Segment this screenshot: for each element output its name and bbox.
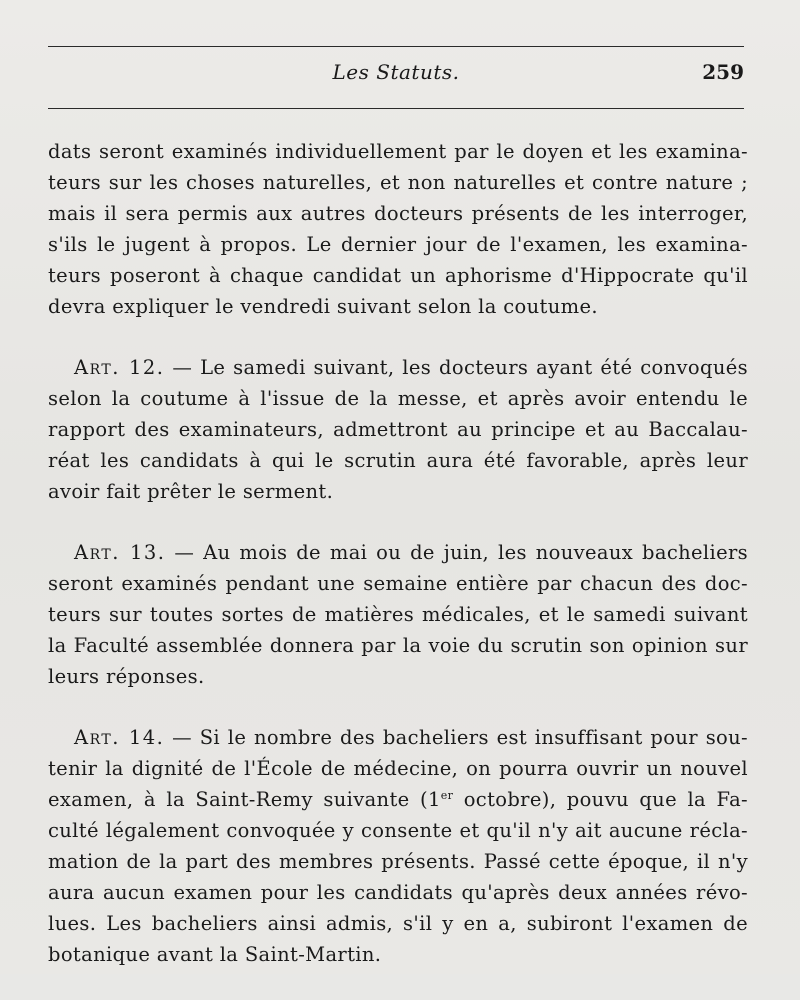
body-text (48, 136, 748, 1000)
paragraph-continuation (48, 136, 748, 322)
text-line: aura aucun examen pour les candidats qu'après deux années révo- (48, 881, 748, 904)
text-line: avoir fait prêter le serment. (48, 480, 334, 503)
text-line (48, 352, 748, 383)
text-line: tenir la dignité de l'École de médecine, on pourra ouvrir un nouvel (48, 757, 748, 780)
article-lead: — Si le nombre des bacheliers est insuffisant pour sou- (164, 726, 748, 749)
article-13 (48, 537, 748, 692)
article-lead: — Le samedi suivant, les docteurs ayant été convoqués (164, 356, 748, 379)
running-head (48, 60, 744, 94)
text-line (48, 537, 748, 568)
text-line: culté légalement convoquée y consente et qu'il n'y ait aucune récla- (48, 819, 748, 842)
text-line: teurs poseront à chaque candidat un aphorisme d'Hippocrate qu'il (48, 264, 748, 287)
text-line: teurs sur les choses naturelles, et non naturelles et contre nature ; (48, 171, 748, 194)
text-line: devra expliquer le vendredi suivant selon la coutume. (48, 295, 598, 318)
text-line: selon la coutume à l'issue de la messe, et après avoir entendu le (48, 387, 748, 410)
text-line: botanique avant la Saint-Martin. (48, 943, 382, 966)
article-12 (48, 352, 748, 507)
text-line: rapport des examinateurs, admettront au principe et au Baccalau- (48, 418, 748, 441)
article-14 (48, 722, 748, 970)
page-number: 259 (702, 60, 744, 84)
text-line: dats seront examinés individuellement par le doyen et les examina- (48, 140, 748, 163)
header-rule-bottom (48, 108, 744, 109)
text-line: la Faculté assemblée donnera par la voie du scrutin son opinion sur (48, 634, 748, 657)
text-line: réat les candidats à qui le scrutin aura été favorable, après leur (48, 449, 748, 472)
header-rule-top (48, 46, 744, 47)
text-line: s'ils le jugent à propos. Le dernier jour de l'examen, les examina- (48, 233, 748, 256)
text-line: mation de la part des membres présents. Passé cette époque, il n'y (48, 850, 748, 873)
running-title: Les Statuts. (332, 60, 460, 84)
text-line (48, 784, 748, 815)
text-fragment: examen, à la Saint-Remy suivante (1 (48, 788, 441, 811)
article-label: Art. 13. (74, 541, 166, 564)
text-line: mais il sera permis aux autres docteurs présents de les interroger, (48, 202, 748, 225)
text-line: teurs sur toutes sortes de matières médicales, et le samedi suivant (48, 603, 748, 626)
text-fragment: octobre), pouvu que la Fa- (453, 788, 748, 811)
article-label: Art. 12. (74, 356, 165, 379)
article-label: Art. 14. (74, 726, 165, 749)
text-line: lues. Les bacheliers ainsi admis, s'il y en a, subiront l'examen de (48, 912, 748, 935)
text-line: seront examinés pendant une semaine entière par chacun des doc- (48, 572, 748, 595)
text-line (48, 722, 748, 753)
superscript: er (440, 789, 454, 802)
text-line: leurs réponses. (48, 665, 205, 688)
article-lead: — Au mois de mai ou de juin, les nouveaux bacheliers (165, 541, 749, 564)
